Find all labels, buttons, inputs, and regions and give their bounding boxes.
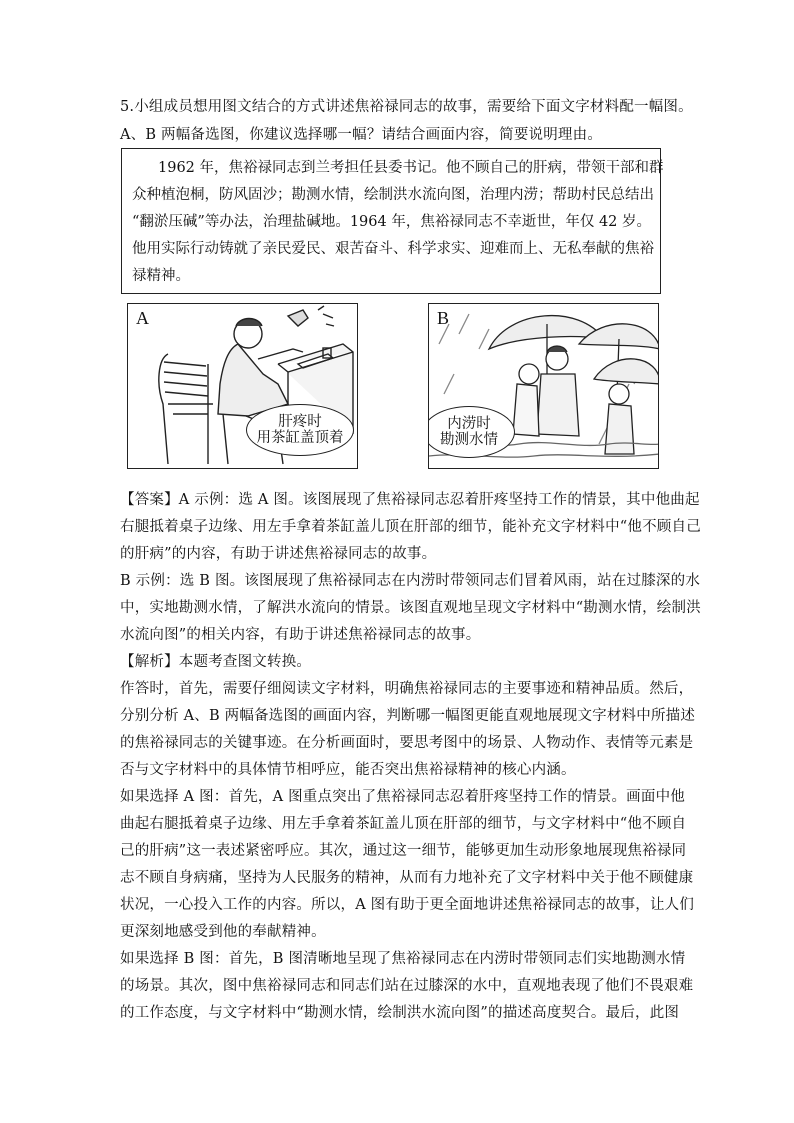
material-line: 禄精神。 xyxy=(132,268,190,284)
question-line-2: A、B 两幅备选图，你建议选择哪一幅？请结合画面内容，简要说明理由。 xyxy=(120,127,603,143)
picture-a-label: A xyxy=(136,308,149,328)
analysis-line: 如果选择 A 图：首先，A 图重点突出了焦裕禄同志忍着肝疼坚持工作的情景。画面中他 xyxy=(120,789,685,805)
picture-b-label: B xyxy=(437,308,450,328)
bubble-a-line1: 肝疼时 xyxy=(278,414,322,430)
material-box xyxy=(121,148,664,294)
picture-b xyxy=(428,303,659,469)
analysis-line: 志不顾自身病痛，坚持为人民服务的精神，从而有力地补充了文字材料中关于他不顾健康 xyxy=(120,870,694,886)
analysis-line: 否与文字材料中的具体情节相呼应，能否突出焦裕禄精神的核心内涵。 xyxy=(120,762,576,778)
speech-bubble-a xyxy=(246,404,354,456)
analysis-line: 己的肝病”这一表述紧密呼应。其次，通过这一细节，能够更加生动形象地展现焦裕禄同 xyxy=(120,843,687,859)
answer-line: 的肝病”的内容，有助于讲述焦裕禄同志的故事。 xyxy=(120,546,437,562)
answer-line: 中，实地勘测水情，了解洪水流向的情景。该图直观地呈现文字材料中“勘测水情，绘制洪 xyxy=(120,600,701,616)
analysis-line: 分别分析 A、B 两幅备选图的画面内容，判断哪一幅图更能直观地展现文字材料中所描述 xyxy=(120,708,696,724)
answer-line: 右腿抵着桌子边缘、用左手拿着茶缸盖儿顶在肝部的细节，能补充文字材料中“他不顾自己 xyxy=(120,519,701,535)
material-line: 1962 年，焦裕禄同志到兰考担任县委书记。他不顾自己的肝病，带领干部和群 xyxy=(158,160,664,176)
material-line: 众种植泡桐，防风固沙；勘测水情，绘制洪水流向图，治理内涝；帮助村民总结出 xyxy=(132,187,654,203)
bubble-b-line1: 内涝时 xyxy=(447,416,491,432)
material-line: 他用实际行动铸就了亲民爱民、艰苦奋斗、科学求实、迎难而上、无私奉献的焦裕 xyxy=(132,241,654,257)
analysis-line: 的工作态度，与文字材料中“勘测水情，绘制洪水流向图”的描述高度契合。最后，此图 xyxy=(120,1005,680,1021)
answer-line: B 示例：选 B 图。该图展现了焦裕禄同志在内涝时带领同志们冒着风雨，站在过膝深的水 xyxy=(120,573,701,589)
question-line-1: 5.小组成员想用图文结合的方式讲述焦裕禄同志的故事，需要给下面文字材料配一幅图。 xyxy=(120,99,693,115)
material-line: “翻淤压碱”等办法，治理盐碱地。1964 年，焦裕禄同志不幸逝世，年仅 42 岁。 xyxy=(132,214,652,230)
picture-a xyxy=(127,303,358,469)
analysis-line: 的场景。其次，图中焦裕禄同志和同志们站在过膝深的水中，直观地表现了他们不畏艰难 xyxy=(120,978,694,994)
bubble-a-line2: 用茶缸盖顶着 xyxy=(256,430,344,446)
analysis-line: 更深刻地感受到他的奉献精神。 xyxy=(120,924,326,940)
analysis-heading: 【解析】本题考查图文转换。 xyxy=(120,654,312,670)
answer-line: 水流向图”的相关内容，有助于讲述焦裕禄同志的故事。 xyxy=(120,627,481,643)
bubble-b-line2: 勘测水情 xyxy=(440,432,498,448)
analysis-line: 如果选择 B 图：首先，B 图清晰地呈现了焦裕禄同志在内涝时带领同志们实地勘测水情 xyxy=(120,951,686,967)
analysis-line: 作答时，首先，需要仔细阅读文字材料，明确焦裕禄同志的主要事迹和精神品质。然后， xyxy=(120,681,694,697)
answer-line: 【答案】A 示例：选 A 图。该图展现了焦裕禄同志忍着肝疼坚持工作的情景，其中他曲起 xyxy=(120,492,700,508)
analysis-line: 的焦裕禄同志的关键事迹。在分析画面时，要思考图中的场景、人物动作、表情等元素是 xyxy=(120,735,694,751)
analysis-line: 状况，一心投入工作的内容。所以，A 图有助于更全面地讲述焦裕禄同志的故事，让人们 xyxy=(120,897,695,913)
analysis-line: 曲起右腿抵着桌子边缘、用左手拿着茶缸盖儿顶在肝部的细节，与文字材料中“他不顾自 xyxy=(120,816,687,832)
